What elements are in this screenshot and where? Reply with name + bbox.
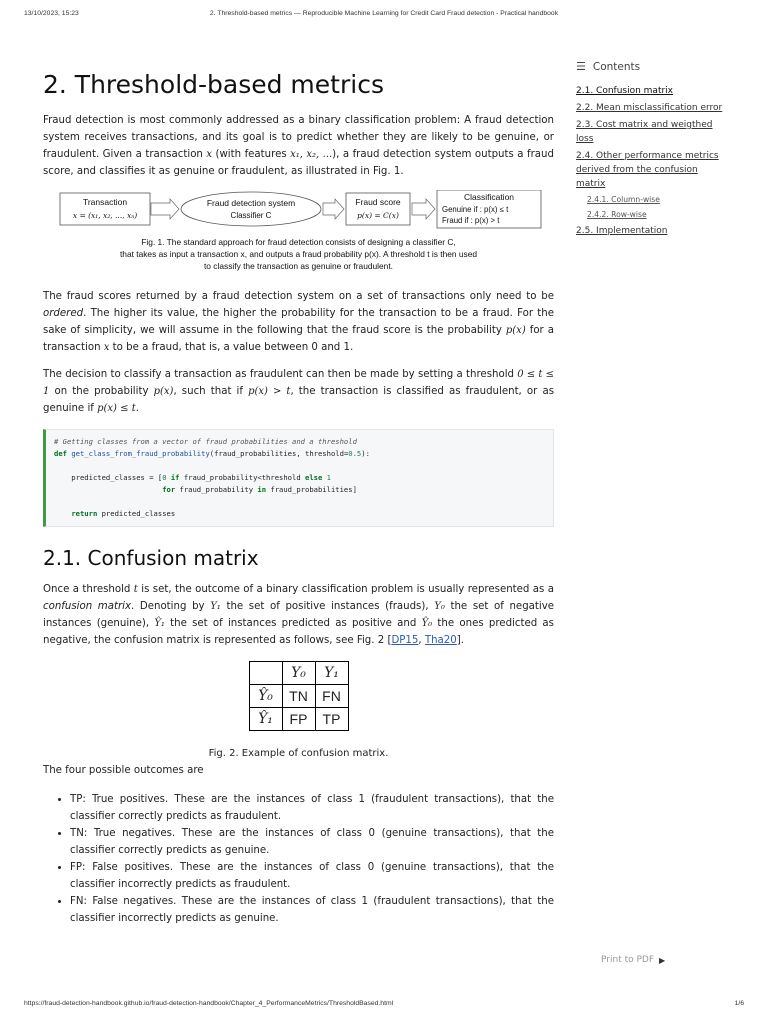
score-title: Fraud score	[355, 197, 401, 207]
code-indent	[54, 485, 162, 494]
code-number: 0.5	[348, 449, 362, 458]
code-text: (fraud_probabilities, threshold=	[209, 449, 349, 458]
toc-link[interactable]: 2.4.1. Column-wise	[587, 195, 660, 204]
list-icon: ☰	[576, 60, 586, 73]
code-indent	[54, 509, 71, 518]
text: , such that if	[173, 386, 249, 397]
code-text: fraud_probability<threshold	[179, 473, 305, 482]
caption-line: to classify the transaction as genuine or fraudulent.	[203, 261, 393, 271]
toc-link[interactable]: 2.2. Mean misclassification error	[576, 103, 723, 113]
code-number: 1	[326, 473, 331, 482]
text: to be a fraud, that is, a value between 0 and 1.	[109, 342, 354, 353]
code-text: ):	[361, 449, 370, 458]
table-of-contents	[576, 60, 726, 241]
math: Ŷ₀	[421, 618, 433, 629]
text: . Denoting by	[131, 601, 211, 612]
text: for a transaction	[43, 325, 554, 353]
play-arrow-icon: ▶	[659, 955, 666, 965]
list-item: • TP: True positives. These are the instances of class 1 (fraudulent transactions), that the classifier correctly predicts as fraudulent.	[70, 791, 554, 825]
toc-item-other-metrics[interactable]	[576, 149, 726, 191]
emphasis: confusion matrix	[43, 601, 132, 612]
text: is set, the outcome of a binary classification problem is usually represented as a	[137, 584, 555, 595]
print-url: https://fraud-detection-handbook.github.io/fraud-detection-handbook/Chapter_4_PerformanceMetrics/ThresholdBased.html	[24, 1000, 394, 1007]
math: p(x) > t	[248, 386, 291, 397]
matrix-row-header: Ŷ₁	[249, 708, 282, 731]
code-keyword: return	[71, 509, 98, 518]
print-to-pdf-button[interactable]	[601, 955, 665, 965]
text: the set of positive instances (frauds),	[220, 601, 435, 612]
toc-link[interactable]: 2.5. Implementation	[576, 226, 668, 236]
code-keyword: def	[54, 449, 67, 458]
classification-genuine: Genuine if : p(x) ≤ t	[442, 205, 509, 214]
math: x₁, x₂, ...	[290, 149, 333, 160]
code-text: fraud_probability	[175, 485, 258, 494]
matrix-row-header: Ŷ₀	[249, 685, 282, 708]
code-text: predicted_classes	[97, 509, 176, 518]
text: ), a fraud detection system outputs a fraud score, and classifies it as genuine or fraudulent, as illustrated in Fig. 1.	[43, 149, 554, 177]
system-title: Fraud detection system	[206, 198, 296, 208]
code-function-name: get_class_from_fraud_probability	[71, 449, 210, 458]
transaction-formula: x = (x₁, x₂, ..., xₙ)	[72, 211, 138, 220]
print-doc-title: 2. Threshold-based metrics — Reproducible Machine Learning for Credit Card Fraud detection - Practical handbook	[209, 10, 559, 17]
print-to-pdf-label: Print to PDF	[601, 955, 654, 965]
math: Y₁	[210, 601, 221, 612]
print-date: 13/10/2023, 15:23	[24, 10, 79, 17]
page-number: 1/6	[734, 1000, 744, 1007]
text: The decision to classify a transaction as fraudulent can then be made by setting a threshold	[43, 369, 518, 380]
matrix-col-header: Y₁	[315, 662, 348, 685]
math: x	[103, 342, 110, 353]
matrix-cell: FN	[315, 685, 348, 708]
citation-link-tha20[interactable]: Tha20	[424, 635, 457, 646]
arrow-3	[412, 199, 435, 219]
print-footer	[24, 1000, 744, 1012]
citation-link-dp15[interactable]: DP15	[391, 635, 419, 646]
math: 0 ≤ t ≤ 1	[43, 369, 554, 397]
text: the set of instances predicted as positive and	[164, 618, 422, 629]
text: on the probability	[49, 386, 154, 397]
matrix-cell: TP	[315, 708, 348, 731]
math: Y₀	[434, 601, 445, 612]
scores-paragraph	[43, 288, 554, 356]
toc-item-column-wise[interactable]	[576, 194, 726, 206]
confusion-matrix-table	[249, 661, 349, 731]
outcomes-intro: The four possible outcomes are	[43, 765, 204, 776]
matrix-corner	[249, 662, 282, 685]
classification-title: Classification	[463, 192, 515, 202]
toc-header	[576, 60, 726, 74]
confusion-paragraph	[43, 581, 554, 649]
code-text: predicted_classes = [	[54, 473, 163, 482]
print-header	[24, 10, 744, 22]
list-item: • FN: False negatives. These are the instances of class 1 (fraudulent transactions), that the classifier incorrectly predicts as genuine.	[70, 893, 554, 927]
matrix-col-header: Y₀	[282, 662, 315, 685]
toc-item-cost-matrix[interactable]	[576, 118, 726, 146]
list-item: • TN: True negatives. These are the instances of class 0 (genuine transactions), that the classifier correctly predicts as genuine.	[70, 825, 554, 859]
text: Fraud detection is most commonly addressed as a binary classification problem: A fraud detection system receives transactions, and its goal is to predict whether they are likely to be genuine, or fraudulent. Given a transaction	[43, 115, 554, 160]
toc-link[interactable]: 2.3. Cost matrix and weigthed loss	[576, 120, 713, 144]
emphasis: ordered	[43, 308, 84, 319]
text: the set of negative instances (genuine),	[43, 601, 555, 629]
code-keyword: else	[305, 473, 323, 482]
score-formula: p(x) = C(x)	[357, 211, 399, 220]
toc-item-implementation[interactable]	[576, 224, 726, 238]
classification-fraud: Fraud if : p(x) > t	[442, 216, 500, 225]
figure-1-caption	[43, 236, 554, 272]
fraud-detection-diagram	[55, 190, 545, 230]
section-heading-confusion-matrix: 2.1. Confusion matrix	[43, 546, 259, 570]
code-block[interactable]	[43, 429, 554, 527]
toc-link[interactable]: 2.4.2. Row-wise	[587, 210, 647, 219]
figure-2-caption: Fig. 2. Example of confusion matrix.	[208, 748, 389, 759]
toc-title: Contents	[592, 61, 641, 73]
toc-link[interactable]: 2.1. Confusion matrix	[576, 86, 674, 96]
text: ].	[456, 635, 464, 646]
list-item: • FP: False positives. These are the instances of class 0 (genuine transactions), that the classifier incorrectly predicts as fraudulent.	[70, 859, 554, 893]
code-comment: # Getting classes from a vector of fraud probabilities and a threshold	[54, 437, 357, 446]
outcomes-list	[43, 791, 554, 927]
arrow-2	[323, 199, 344, 219]
intro-paragraph	[43, 112, 554, 180]
text: the ones predicted as negative, the confusion matrix is represented as follows, see Fig. 2 [	[43, 618, 554, 646]
main-content	[43, 70, 554, 927]
math: t	[133, 584, 138, 595]
caption-line: Fig. 1. The standard approach for fraud detection consists of designing a classifier C,	[141, 237, 456, 247]
page-title: 2. Threshold-based metrics	[43, 70, 384, 99]
math: x	[206, 149, 213, 160]
text: .	[135, 403, 139, 414]
transaction-title: Transaction	[82, 197, 128, 207]
toc-item-mean-misclassification[interactable]	[576, 101, 726, 115]
arrow-1	[151, 199, 179, 219]
matrix-cell: FP	[282, 708, 315, 731]
code-text: fraud_probabilities]	[266, 485, 357, 494]
text: , the transaction is classified as fraudulent, or as genuine if	[43, 386, 555, 414]
figure-1	[43, 190, 554, 278]
math: Ŷ₁	[154, 618, 165, 629]
text: (with features	[212, 149, 291, 160]
text: Once a threshold	[43, 584, 134, 595]
text: ,	[418, 635, 425, 646]
text: The fraud scores returned by a fraud detection system on a set of transactions only need to be	[43, 291, 554, 302]
math: p(x)	[153, 386, 174, 397]
code-keyword: for	[162, 485, 176, 494]
math: p(x) ≤ t	[97, 403, 136, 414]
toc-link[interactable]: 2.4. Other performance metrics derived from the confusion matrix	[576, 151, 719, 189]
caption-line: that takes as input a transaction x, and outputs a fraud probability p(x). A threshold t is then used	[119, 249, 478, 259]
code-keyword: in	[257, 485, 267, 494]
matrix-cell: TN	[282, 685, 315, 708]
toc-item-confusion-matrix[interactable]	[576, 84, 726, 98]
toc-item-row-wise[interactable]	[576, 209, 726, 221]
code-number: 0	[162, 473, 167, 482]
system-classifier: Classifier C	[230, 211, 272, 220]
threshold-paragraph	[43, 366, 554, 417]
code-keyword: if	[170, 473, 180, 482]
math: p(x)	[505, 325, 526, 336]
text: . The higher its value, the higher the probability for the transaction to be a fraud. For the sake of simplicity, we will assume in the following that the fraud score is the probability	[43, 308, 554, 336]
